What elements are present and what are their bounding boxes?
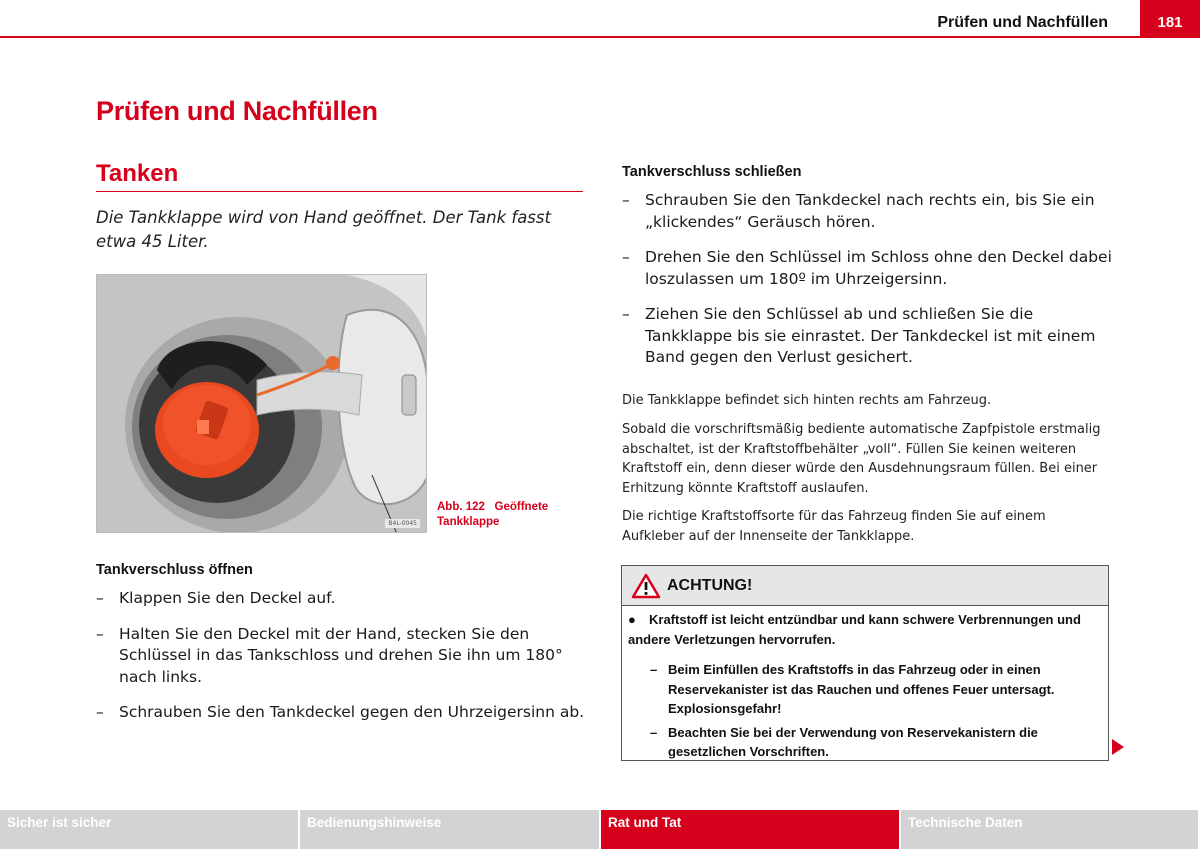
warning-triangle-icon xyxy=(631,573,661,599)
warning-main-text: Kraftstoff ist leicht entzündbar und kann schwere Verbrennungen und andere Verletzungen hervorrufen. xyxy=(628,612,1081,647)
open-steps-list xyxy=(96,588,586,738)
warning-header xyxy=(622,566,1108,606)
fuel-flap-illustration xyxy=(96,274,427,533)
close-section-title: Tankverschluss schließen xyxy=(622,164,802,180)
figure-caption-label: Abb. 122 Geöffnete xyxy=(437,501,549,513)
header-rule xyxy=(0,36,1140,38)
warning-sub-list xyxy=(650,660,1100,762)
note-fuel-type: Die richtige Kraftstoffsorte für das Fahrzeug finden Sie auf einem Aufkleber auf der Innenseite der Tankklappe. xyxy=(622,509,1046,544)
running-header-title: Prüfen und Nachfüllen xyxy=(937,14,1108,31)
list-item: – Beim Einfüllen des Kraftstoffs in das Fahrzeug oder in einen Reservekanister ist das Rauchen und offenes Feuer untersagt. Explosionsgefahr! xyxy=(650,660,1100,719)
page-number: 181 xyxy=(1140,0,1200,38)
footer-nav xyxy=(0,810,1200,849)
open-section-title: Tankverschluss öffnen xyxy=(96,562,253,578)
list-item: – Schrauben Sie den Tankdeckel nach rechts ein, bis Sie ein „klickendes“ Geräusch hören. xyxy=(622,190,1112,233)
warning-main-item xyxy=(628,610,1100,649)
footer-tab-technische-daten[interactable]: Technische Daten xyxy=(901,810,1198,849)
list-item: – Schrauben Sie den Tankdeckel gegen den Uhrzeigersinn ab. xyxy=(96,702,586,724)
figure-code: B4L-0045 xyxy=(385,519,420,528)
figure-caption-text: Tankklappe xyxy=(437,516,500,528)
footer-tab-bedienung[interactable]: Bedienungshinweise xyxy=(300,810,599,849)
list-item: – Beachten Sie bei der Verwendung von Reservekanistern die gesetzlichen Vorschriften. xyxy=(650,723,1100,762)
warning-body xyxy=(622,606,1108,762)
intro-text: Die Tankklappe wird von Hand geöffnet. Der Tank fasst etwa 45 Liter. xyxy=(96,208,551,251)
continue-arrow-icon xyxy=(1112,739,1124,755)
figure-caption xyxy=(437,500,577,530)
fuel-flap-drawing xyxy=(97,275,427,533)
list-item: – Halten Sie den Deckel mit der Hand, stecken Sie den Schlüssel in das Tankschloss und drehen Sie ihn um 180° nach links. xyxy=(96,624,586,689)
section-heading: Tanken xyxy=(96,160,179,187)
footer-tab-rat-und-tat[interactable]: Rat und Tat xyxy=(601,810,899,849)
list-item: – Drehen Sie den Schlüssel im Schloss ohne den Deckel dabei loszulassen um 180º im Uhrzeigersinn. xyxy=(622,247,1112,290)
chapter-heading: Prüfen und Nachfüllen xyxy=(96,96,378,126)
footer-tab-sicher[interactable]: Sicher ist sicher xyxy=(0,810,298,849)
note-full-tank: Sobald die vorschriftsmäßig bediente automatische Zapfpistole erstmalig abschaltet, ist der Kraftstoffbehälter „voll“. Füllen Sie keinen weiteren Kraftstoff ein, denn dieser würde den Ausdehnungsraum füllen. Bei einer Erhitzung könnte Kraftstoff auslaufen. xyxy=(622,422,1101,496)
warning-title: ACHTUNG! xyxy=(667,577,753,594)
bullet-icon: ● xyxy=(628,612,636,627)
section-rule xyxy=(96,191,583,192)
list-item: – Ziehen Sie den Schlüssel ab und schließen Sie die Tankklappe bis sie einrastet. Der Tankdeckel ist mit einem Band gegen den Verlust gesichert. xyxy=(622,304,1112,369)
close-steps-list xyxy=(622,190,1112,383)
note-location: Die Tankklappe befindet sich hinten rechts am Fahrzeug. xyxy=(622,393,992,408)
list-item: – Klappen Sie den Deckel auf. xyxy=(96,588,586,610)
warning-box xyxy=(621,565,1109,761)
